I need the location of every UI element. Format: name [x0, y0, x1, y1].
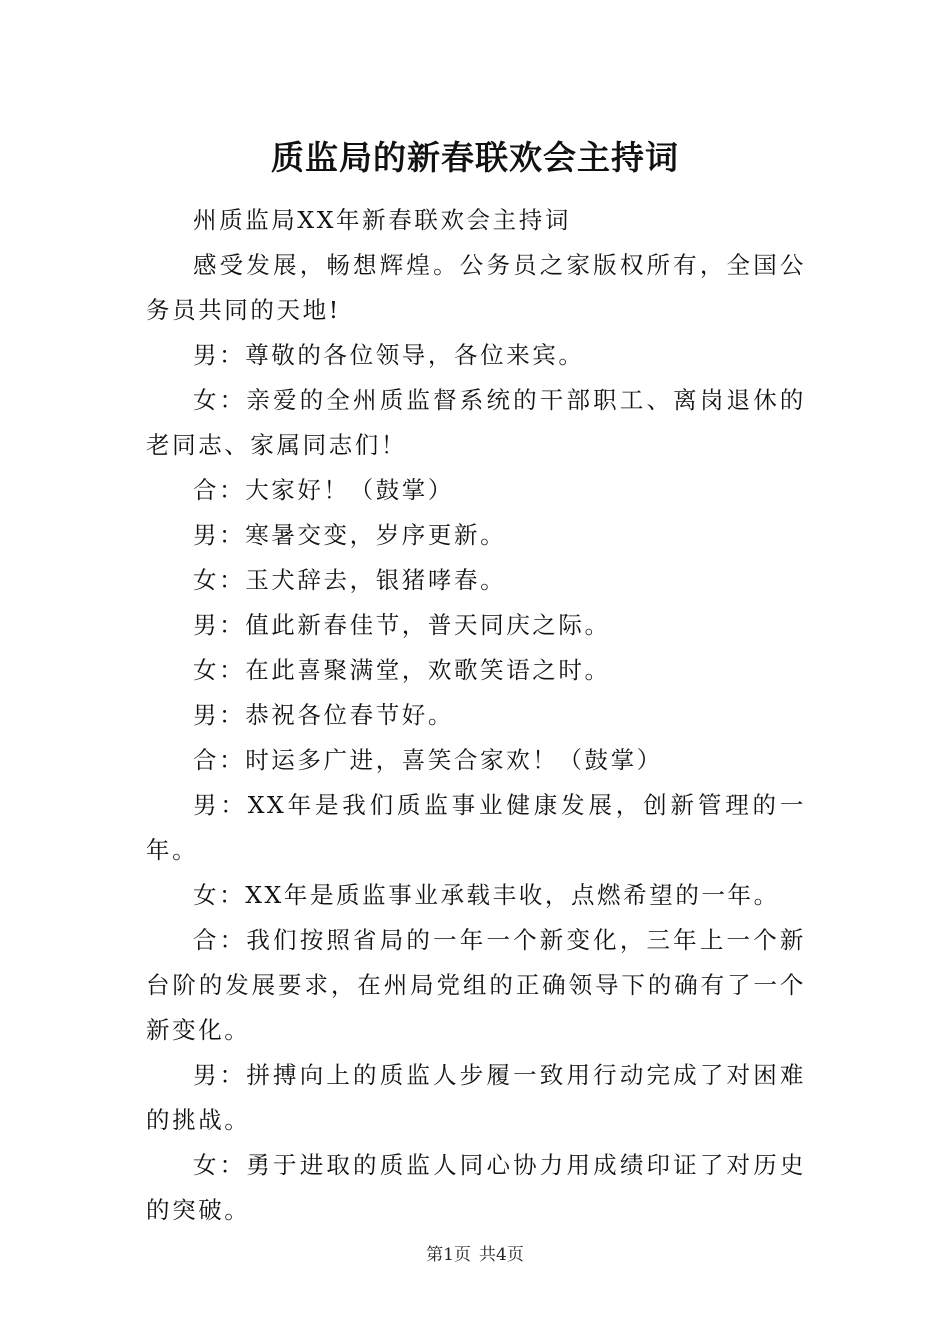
paragraph: 女：在此喜聚满堂，欢歌笑语之时。: [193, 656, 611, 684]
paragraph: 女：勇于进取的质监人同心协力用成绩印证了对历史的突破。: [146, 1151, 806, 1224]
paragraph: 州质监局XX年新春联欢会主持词: [193, 206, 571, 234]
paragraph: 合：大家好！（鼓掌）: [193, 476, 454, 504]
paragraph: 合：时运多广进，喜笑合家欢！（鼓掌）: [193, 746, 663, 774]
paragraph: 女：玉犬辞去，银猪哮春。: [193, 566, 507, 594]
paragraph: 男：寒暑交变，岁序更新。: [193, 521, 507, 549]
paragraph: 男：恭祝各位春节好。: [193, 701, 454, 729]
document-title: 质监局的新春联欢会主持词: [271, 138, 679, 177]
page-number: 第1页: [426, 1245, 471, 1265]
paragraph: 男：拼搏向上的质监人步履一致用行动完成了对困难的挑战。: [146, 1061, 806, 1134]
page-total: 共4页: [479, 1245, 524, 1265]
page-footer: [0, 1243, 950, 1267]
paragraph: 女：XX年是质监事业承载丰收，点燃希望的一年。: [193, 881, 780, 909]
paragraph: 男：XX年是我们质监事业健康发展，创新管理的一年。: [146, 791, 806, 864]
document-body: [146, 198, 806, 1233]
paragraph: 男：值此新春佳节，普天同庆之际。: [193, 611, 611, 639]
paragraph: 感受发展，畅想辉煌。公务员之家版权所有，全国公务员共同的天地!: [146, 251, 806, 324]
paragraph: 合：我们按照省局的一年一个新变化，三年上一个新台阶的发展要求，在州局党组的正确领导下的确有了一个新变化。: [146, 926, 806, 1044]
paragraph: 女：亲爱的全州质监督系统的干部职工、离岗退休的老同志、家属同志们！: [146, 386, 806, 459]
paragraph: 男：尊敬的各位领导，各位来宾。: [193, 341, 585, 369]
